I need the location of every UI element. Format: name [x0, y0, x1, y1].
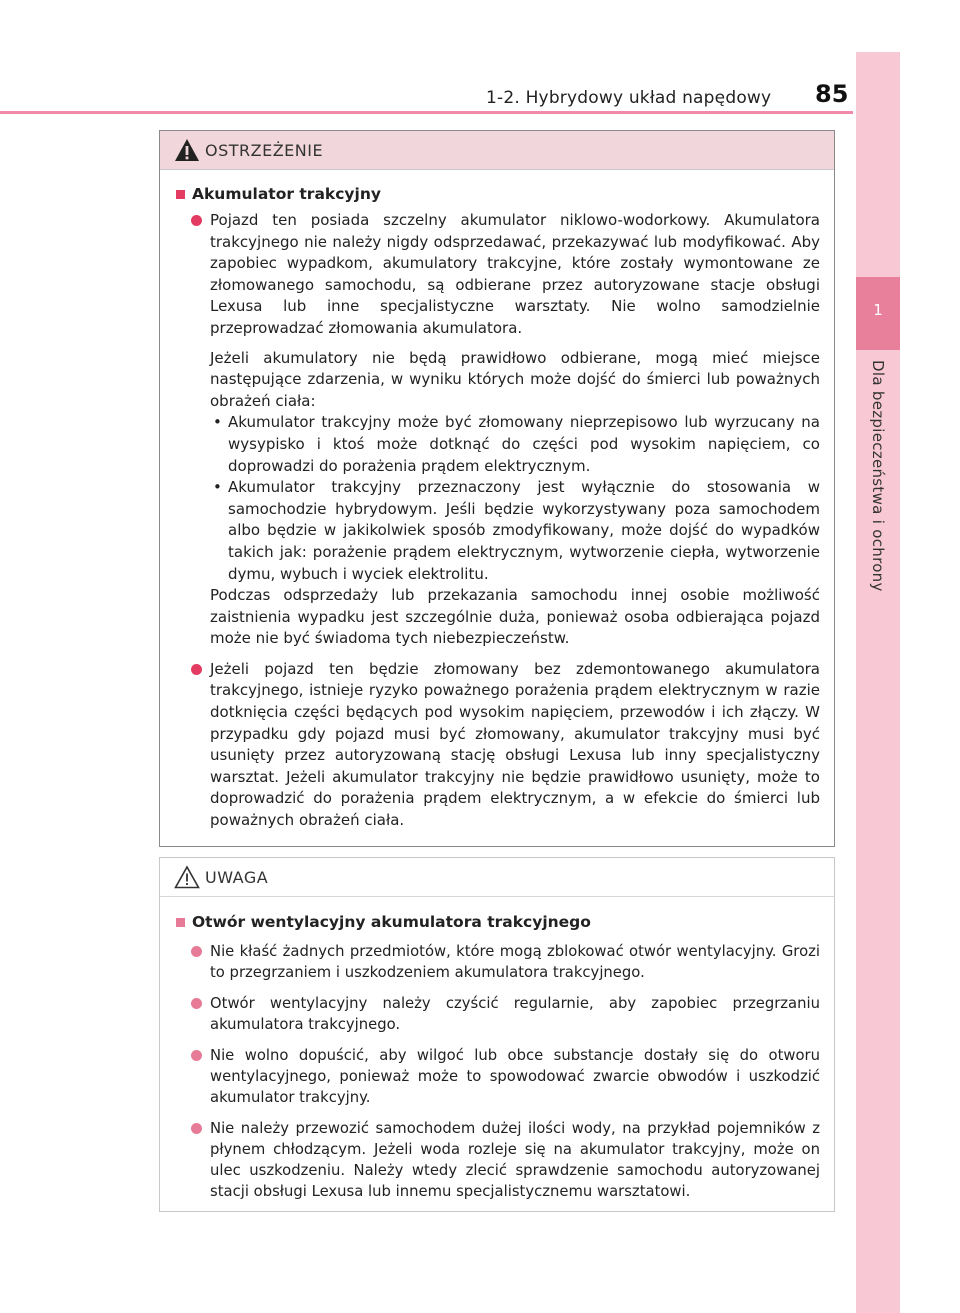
caution-item-3 [174, 1045, 820, 1108]
section-title-traction-battery [174, 185, 820, 203]
list-item: • Akumulator trakcyjny może być złomowany nieprzepisowo lub wyrzucany na wysypisko i ktoś może dotknąć do części pod wysokim napięciem, co doprowadzi do porażenia prądem elektrycznym. [210, 412, 820, 477]
list-item: • Akumulator trakcyjny przeznaczony jest wyłącznie do stosowania w samochodzie hybrydowym. Jeśli będzie wykorzystywany poza samochodem albo będzie w jakikolwiek sposób zmodyfikowany, może dojść do wypadków takich jak: porażenie prądem elektrycznym, wytworzenie ciepła, wytworzenie dymu, wybuch i wyciek elektrolitu. [210, 477, 820, 585]
running-head: 1-2. Hybrydowy układ napędowy [486, 88, 772, 108]
section-title-vent [174, 913, 820, 931]
chapter-number: 1 [873, 301, 883, 319]
paragraph: Pojazd ten posiada szczelny akumulator niklowo-wodorkowy. Akumulatora trakcyjnego nie należy nigdy odsprzedawać, przekazywać lub modyfikować. Aby zapobiec wypadkom, akumulatory trakcyjne, które zostały wymontowane ze złomowanego samochodu, są odbierane przez autoryzowane stacje obsługi Lexusa lub inne specjalistyczne warsztaty. Nie wolno samodzielnie przeprowadzać złomowania akumulatora. [210, 211, 820, 337]
paragraph: Nie kłaść żadnych przedmiotów, które mogą zblokować otwór wentylacyjny. Grozi to przegrzaniem i uszkodzeniem akumulatora trakcyjnego. [210, 943, 820, 981]
caution-box [159, 857, 835, 1212]
square-bullet-icon [176, 918, 185, 927]
warning-title: OSTRZEŻENIE [205, 141, 324, 160]
warning-triangle-icon [174, 138, 200, 166]
caution-header [160, 858, 834, 897]
round-bullet-icon [191, 1123, 202, 1134]
sub-bullet-list [210, 412, 820, 585]
paragraph: Nie należy przewozić samochodem dużej ilości wody, na przykład pojemników z płynem chłodzącym. Jeżeli woda rozleje się na akumulator trakcyjny, może on ulec uszkodzeniu. Należy wtedy zlecić sprawdzenie samochodu autoryzowanej stacji obsługi Lexusa lub innemu specjalistycznemu warsztatowi. [210, 1120, 820, 1200]
side-tab [856, 52, 900, 1313]
paragraph: Nie wolno dopuścić, aby wilgoć lub obce substancje dostały się do otworu wentylacyjnego, ponieważ może to spowodować zwarcie obwodów i uszkodzić akumulator trakcyjny. [210, 1047, 820, 1106]
caution-item-2 [174, 993, 820, 1035]
warning-item-2 [174, 659, 820, 832]
round-bullet-icon [191, 1050, 202, 1061]
caution-title: UWAGA [205, 868, 269, 887]
round-bullet-icon [191, 664, 202, 675]
square-bullet-icon [176, 190, 185, 199]
page-number: 85 [815, 80, 849, 108]
section-title-text: Otwór wentylacyjny akumulatora trakcyjnego [192, 913, 591, 931]
round-bullet-icon [191, 215, 202, 226]
paragraph: Otwór wentylacyjny należy czyścić regularnie, aby zapobiec przegrzaniu akumulatora trakcyjnego. [210, 995, 820, 1033]
chapter-label: Dla bezpieczeństwa i ochrony [869, 360, 887, 592]
caution-triangle-icon [174, 865, 200, 893]
paragraph: Podczas odsprzedaży lub przekazania samochodu innej osobie możliwość zaistnienia wypadku jest szczególnie duża, ponieważ osoba odbierająca pojazd może nie być świadoma tych niebezpieczeństw. [210, 586, 820, 648]
paragraph: Jeżeli akumulatory nie będą prawidłowo odbierane, mogą mieć miejsce następujące zdarzenia, w wyniku których może dojść do śmierci lub poważnych obrażeń ciała: [210, 348, 820, 410]
caution-item-1 [174, 941, 820, 983]
caution-item-4 [174, 1118, 820, 1202]
warning-item-1 [174, 210, 820, 650]
chapter-tab[interactable] [856, 277, 900, 350]
round-bullet-icon [191, 998, 202, 1009]
paragraph: Jeżeli pojazd ten będzie złomowany bez zdemontowanego akumulatora trakcyjnego, istnieje ryzyko poważnego porażenia prądem elektrycznym w razie dotknięcia części będących pod wysokim napięciem, przewodów i ich złączy. W przypadku gdy pojazd musi być złomowany, akumulator trakcyjny musi być usunięty przez autoryzowaną stację obsługi Lexusa lub inny specjalistyczny warsztat. Jeżeli akumulator trakcyjny nie będzie prawidłowo usunięty, może to doprowadzić do porażenia prądem elektrycznym, a w efekcie do śmierci lub poważnych obrażeń ciała. [210, 659, 820, 830]
header-rule [0, 111, 853, 114]
section-title-text: Akumulator trakcyjny [192, 185, 381, 203]
warning-header [160, 131, 834, 170]
round-bullet-icon [191, 946, 202, 957]
warning-box [159, 130, 835, 847]
